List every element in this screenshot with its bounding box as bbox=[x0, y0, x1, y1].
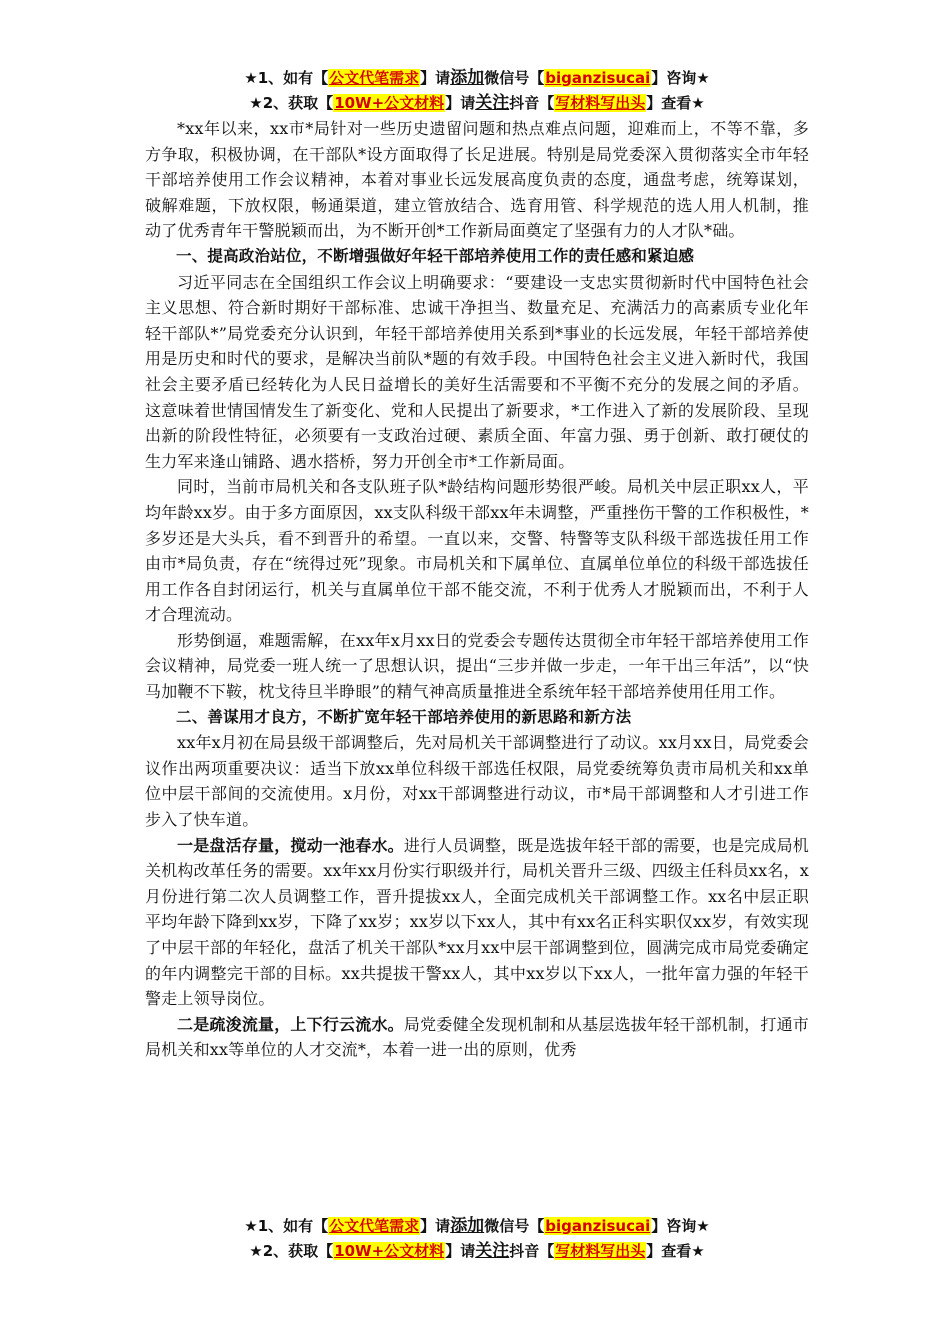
promo-text: 】请 bbox=[445, 1242, 476, 1260]
highlight-materials: 10W+公文材料 bbox=[334, 1242, 445, 1260]
paragraph-text: 局党委健全发现机制和从基层选拔年轻干部机制，打通市局机关和xx等单位的人才交流*，本着一进一出的原则，优秀 bbox=[145, 1014, 809, 1060]
paragraph-lead: 一是盘活存量，搅动一池春水。 bbox=[177, 835, 404, 855]
highlight-wechat-id: biganzisucai bbox=[545, 69, 651, 87]
section-heading-2: 二、善谋用才良方，不断扩宽年轻干部培养使用的新思路和新方法 bbox=[176, 707, 632, 726]
promo-text: 】咨询★ bbox=[651, 1217, 710, 1235]
promo-line-2 bbox=[145, 91, 809, 116]
promo-banner-top bbox=[145, 66, 809, 116]
promo-text: ★1、如有【 bbox=[244, 1217, 329, 1235]
promo-text: 】查看★ bbox=[646, 1242, 705, 1260]
promo-text: 】请 bbox=[445, 94, 476, 112]
promo-emphasis: 关注 bbox=[475, 1241, 510, 1261]
promo-text: ★1、如有【 bbox=[244, 69, 329, 87]
promo-line-2 bbox=[145, 1239, 809, 1264]
promo-text: 抖音【 bbox=[509, 94, 555, 112]
paragraph: 习近平同志在全国组织工作会议上明确要求：“要建设一支忠实贯彻新时代中国特色社会主义思想、符合新时期好干部标准、忠诚干净担当、数量充足、充满活力的高素质专业化年轻干部队*”局党委充分认识到，年轻干部培养使用关系到*事业的长远发展，年轻干部培养使用是历史和时代的要求，是解决当前队*题的有效手段。中国特色社会主义进入新时代，我国社会主要矛盾已经转化为人民日益增长的美好生活需要和不平衡不充分的发展之间的矛盾。这意味着世情国情发生了新变化、党和人民提出了新要求，*工作进入了新的发展阶段、呈现出新的阶段性特征，必须要有一支政治过硬、素质全面、年富力强、勇于创新、敢打硬仗的生力军来逢山铺路、遇水搭桥，努力开创全市*工作新局面。 bbox=[145, 272, 809, 471]
promo-text: 】请 bbox=[420, 1217, 451, 1235]
promo-line-1 bbox=[145, 1214, 809, 1239]
paragraph bbox=[145, 833, 809, 1012]
highlight-service: 公文代笔需求 bbox=[329, 69, 420, 87]
promo-text: 】咨询★ bbox=[651, 69, 710, 87]
promo-emphasis: 添加 bbox=[450, 1216, 485, 1236]
highlight-materials: 10W+公文材料 bbox=[334, 94, 445, 112]
paragraph-lead: 二是疏浚流量，上下行云流水。 bbox=[177, 1014, 404, 1034]
promo-text: ★2、获取【 bbox=[249, 94, 334, 112]
promo-text: ★2、获取【 bbox=[249, 1242, 334, 1260]
paragraph-text: 进行人员调整，既是选拔年轻干部的需要，也是完成局机关机构改革任务的需要。xx年xx月份实行职级并行，局机关晋升三级、四级主任科员xx名，x月份进行第二次人员调整工作，晋升提拔xx人，全面完成机关干部调整工作。xx名中层正职平均年龄下降到xx岁，下降了xx岁；xx岁以下xx人，其中有xx名正科实职仅xx岁，有效实现了中层干部的年轻化，盘活了机关干部队*xx月xx中层干部调整到位，圆满完成市局党委确定的年内调整完干部的目标。xx共提拔干警xx人，其中xx岁以下xx人，一批年富力强的年轻干警走上领导岗位。 bbox=[145, 835, 809, 1009]
promo-text: 】查看★ bbox=[646, 94, 705, 112]
highlight-douyin: 写材料写出头 bbox=[555, 94, 646, 112]
promo-line-1 bbox=[145, 66, 809, 91]
paragraph: xx年x月初在局县级干部调整后，先对局机关干部调整进行了动议。xx月xx日，局党委会议作出两项重要决议：适当下放xx单位科级干部选任权限，局党委统筹负责市局机关和xx单位中层干部间的交流使用。x月份，对xx干部调整进行动议，市*局干部调整和人才引进工作步入了快车道。 bbox=[145, 733, 809, 830]
highlight-douyin: 写材料写出头 bbox=[555, 1242, 646, 1260]
highlight-wechat-id: biganzisucai bbox=[545, 1217, 651, 1235]
document-body bbox=[145, 66, 809, 1063]
paragraph: 同时，当前市局机关和各支队班子队*龄结构问题形势很严峻。局机关中层正职xx人，平均年龄xx岁。由于多方面原因，xx支队科级干部xx年未调整，严重挫伤干警的工作积极性，*多岁还是大头兵，看不到晋升的希望。一直以来，交警、特警等支队科级干部选拔任用工作由市*局负责，存在“统得过死”现象。市局机关和下属单位、直属单位单位的科级干部选拔任用工作各自封闭运行，机关与直属单位干部不能交流，不利于优秀人才脱颖而出，不利于人才合理流动。 bbox=[145, 477, 809, 625]
section-heading-1: 一、提高政治站位，不断增强做好年轻干部培养使用工作的责任感和紧迫感 bbox=[176, 246, 695, 265]
promo-emphasis: 关注 bbox=[475, 93, 510, 113]
paragraph bbox=[145, 1012, 809, 1063]
highlight-service: 公文代笔需求 bbox=[329, 1217, 420, 1235]
promo-text: 】请 bbox=[420, 69, 451, 87]
paragraph: 形势倒逼，难题需解，在xx年x月xx日的党委会专题传达贯彻全市年轻干部培养使用工作会议精神，局党委一班人统一了思想认识，提出“三步并做一步走，一年干出三年活”，以“快马加鞭不下鞍，枕戈待旦半睁眼”的精气神高质量推进全系统年轻干部培养使用任用工作。 bbox=[145, 630, 809, 702]
promo-text: 微信号【 bbox=[484, 69, 545, 87]
promo-text: 抖音【 bbox=[509, 1242, 555, 1260]
promo-text: 微信号【 bbox=[484, 1217, 545, 1235]
paragraph-intro: *xx年以来，xx市*局针对一些历史遗留问题和热点难点问题，迎难而上，不等不靠，多方争取，积极协调，在干部队*设方面取得了长足进展。特别是局党委深入贯彻落实全市年轻干部培养使用工作会议精神，本着对事业长远发展高度负责的态度，通盘考虑，统筹谋划，破解难题，下放权限，畅通渠道，建立管放结合、选育用管、科学规范的选人用人机制，推动了优秀青年干警脱颖而出，为不断开创*工作新局面奠定了坚强有力的人才队*础。 bbox=[145, 119, 809, 241]
promo-emphasis: 添加 bbox=[450, 68, 485, 88]
promo-banner-bottom bbox=[145, 1214, 809, 1264]
